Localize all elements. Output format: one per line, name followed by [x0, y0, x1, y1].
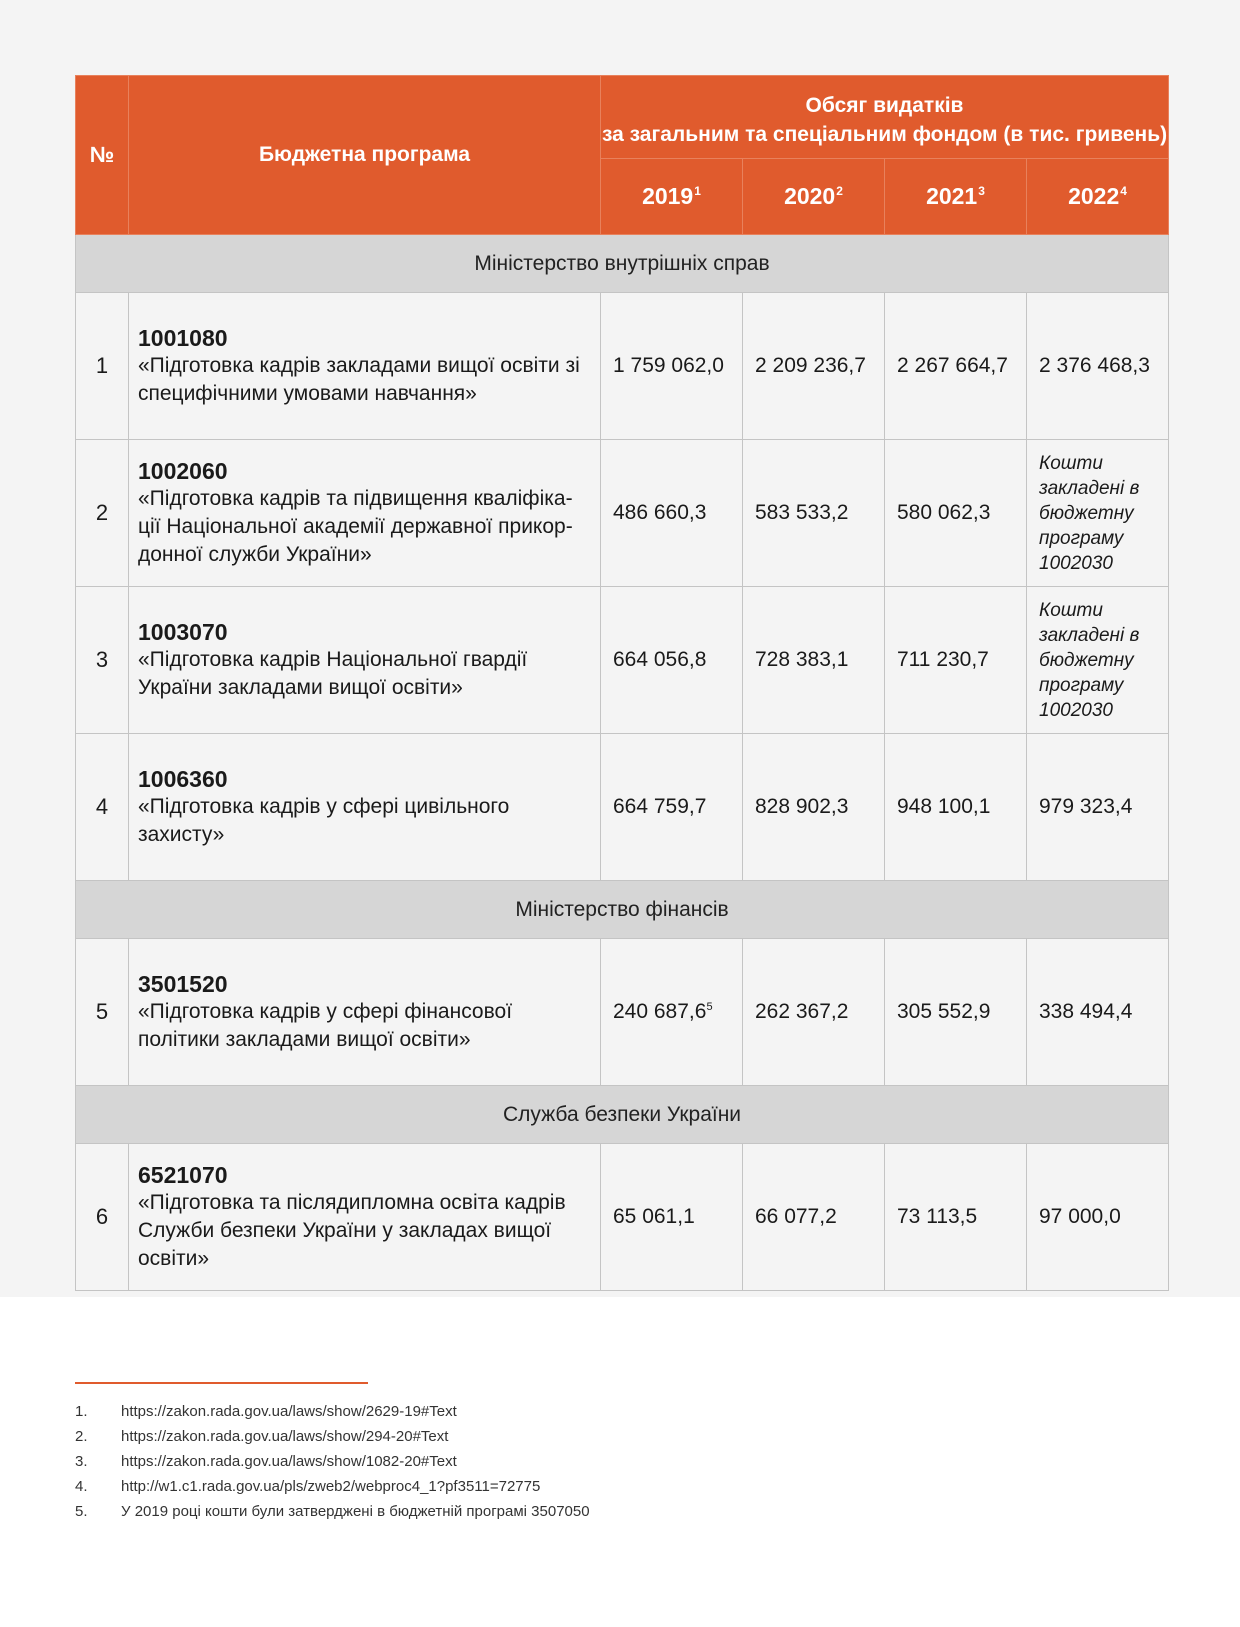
program-code: 3501520	[138, 971, 228, 997]
footnote-link[interactable]: https://zakon.rada.gov.ua/laws/show/2629-19#Text	[121, 1403, 457, 1420]
table-body	[76, 235, 1169, 1291]
footnote-link[interactable]: https://zakon.rada.gov.ua/laws/show/294-20#Text	[121, 1428, 449, 1445]
value-2020: 262 367,2	[743, 939, 885, 1086]
section-title: Міністерство внутрішніх справ	[76, 235, 1169, 293]
section-row	[76, 881, 1169, 939]
footnote-link[interactable]: http://w1.c1.rada.gov.ua/pls/zweb2/webproc4_1?pf3511=72775	[121, 1478, 541, 1495]
footnote-link[interactable]: https://zakon.rada.gov.ua/laws/show/1082-20#Text	[121, 1453, 457, 1470]
value-2021: 580 062,3	[885, 440, 1027, 587]
value-2021: 2 267 664,7	[885, 293, 1027, 440]
value-2022-note: Кошти закладені в бюджетну програму 1002030	[1027, 440, 1169, 587]
value-2020: 828 902,3	[743, 734, 885, 881]
program-name: «Підготовка та післядипломна освіта кадрів Служби безпеки України у закладах вищої освіти»	[138, 1191, 566, 1270]
row-number: 6	[76, 1144, 129, 1291]
header-program: Бюджетна програма	[129, 76, 601, 235]
value-2022: 2 376 468,3	[1027, 293, 1169, 440]
program-cell	[129, 734, 601, 881]
value-2022: 97 000,0	[1027, 1144, 1169, 1291]
program-name: «Підготовка кадрів закладами вищої освіти зі специфічними умовами навчання»	[138, 354, 580, 405]
program-cell	[129, 440, 601, 587]
value-2021: 305 552,9	[885, 939, 1027, 1086]
program-name: «Підготовка кадрів Національної гвардії України закладами вищої освіти»	[138, 648, 528, 699]
program-name: «Підготовка кадрів у сфері фінансової політики закладами вищої освіти»	[138, 1000, 513, 1051]
program-code: 1001080	[138, 325, 228, 351]
header-year-2020: 2020$^2$	[743, 159, 885, 235]
footnotes	[75, 1399, 590, 1524]
footnote-divider	[75, 1382, 368, 1384]
value-2022-note: Кошти закладені в бюджетну програму 1002030	[1027, 587, 1169, 734]
header-year-2022: 2022$^4$	[1027, 159, 1169, 235]
header-volume-line2: за загальним та спеціальним фондом (в тис. гривень)	[601, 123, 1168, 146]
value-2020: 66 077,2	[743, 1144, 885, 1291]
footnote-number: 1.	[75, 1403, 88, 1420]
footnote-number: 5.	[75, 1503, 88, 1520]
program-cell	[129, 939, 601, 1086]
value-2021: 73 113,5	[885, 1144, 1027, 1291]
value-2020: 2 209 236,7	[743, 293, 885, 440]
program-code: 1003070	[138, 619, 228, 645]
value-2019: 240 687,6$^5$	[601, 939, 743, 1086]
footnote-item	[75, 1424, 590, 1449]
footnote-number: 2.	[75, 1428, 88, 1445]
value-2019: 664 759,7	[601, 734, 743, 881]
value-2021: 948 100,1	[885, 734, 1027, 881]
program-name: «Підготовка кадрів у сфері цивільного захисту»	[138, 795, 510, 846]
value-2019: 65 061,1	[601, 1144, 743, 1291]
value-2020: 583 533,2	[743, 440, 885, 587]
table-row	[76, 293, 1169, 440]
table-row	[76, 734, 1169, 881]
program-code: 6521070	[138, 1162, 228, 1188]
header-year-2021: 2021$^3$	[885, 159, 1027, 235]
value-2019: 1 759 062,0	[601, 293, 743, 440]
budget-table	[75, 75, 1169, 1291]
row-number: 4	[76, 734, 129, 881]
program-code: 1006360	[138, 766, 228, 792]
program-code: 1002060	[138, 458, 228, 484]
header-volume-line1: Обсяг видатків	[805, 94, 964, 117]
table-row	[76, 440, 1169, 587]
program-cell	[129, 1144, 601, 1291]
program-name: «Підготовка кадрів та підвищення кваліфіка- ції Національної академії державної прикор- донної служби України»	[138, 487, 573, 566]
row-number: 3	[76, 587, 129, 734]
footnote-number: 3.	[75, 1453, 88, 1470]
program-cell	[129, 587, 601, 734]
row-number: 5	[76, 939, 129, 1086]
section-row	[76, 1086, 1169, 1144]
header-year-2019: 2019$^1$	[601, 159, 743, 235]
table-row	[76, 939, 1169, 1086]
table-row	[76, 587, 1169, 734]
section-title: Міністерство фінансів	[76, 881, 1169, 939]
footnote-text: У 2019 році кошти були затверджені в бюджетній програмі 3507050	[121, 1503, 590, 1520]
footnote-item	[75, 1474, 590, 1499]
table-row	[76, 1144, 1169, 1291]
header-volume	[601, 76, 1169, 159]
section-row	[76, 235, 1169, 293]
value-2019: 664 056,8	[601, 587, 743, 734]
footnote-ref: 5	[706, 1001, 713, 1013]
row-number: 2	[76, 440, 129, 587]
value-2022: 338 494,4	[1027, 939, 1169, 1086]
section-title: Служба безпеки України	[76, 1086, 1169, 1144]
value-2020: 728 383,1	[743, 587, 885, 734]
header-number: №	[76, 76, 129, 235]
value-2019: 486 660,3	[601, 440, 743, 587]
row-number: 1	[76, 293, 129, 440]
table-header	[76, 76, 1169, 235]
footnote-number: 4.	[75, 1478, 88, 1495]
value-2022: 979 323,4	[1027, 734, 1169, 881]
footnote-item	[75, 1399, 590, 1424]
footnote-item	[75, 1499, 590, 1524]
program-cell	[129, 293, 601, 440]
footnote-item	[75, 1449, 590, 1474]
value-2021: 711 230,7	[885, 587, 1027, 734]
